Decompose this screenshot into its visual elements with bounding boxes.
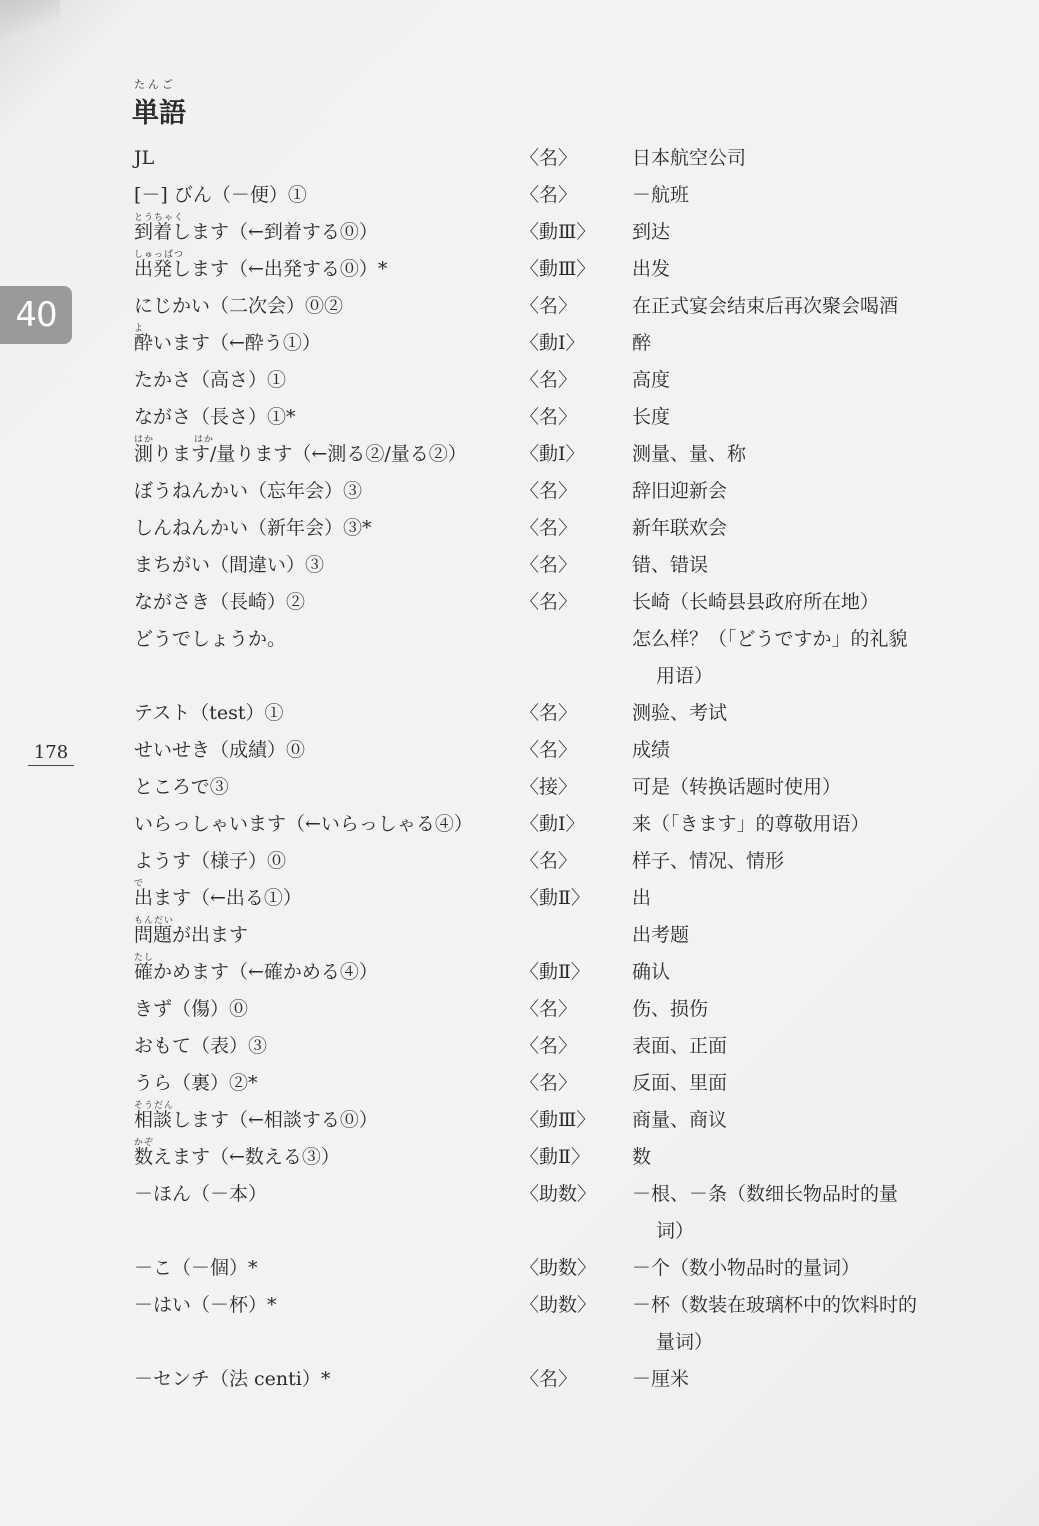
vocab-word-cell: [134, 732, 520, 769]
vocab-word: 確かめます（←確かめる④）: [134, 961, 378, 983]
vocab-part-of-speech: 〈動Ⅱ〉: [520, 961, 590, 983]
vocab-word-cell: [134, 325, 520, 362]
vocab-word-cell: [134, 584, 520, 621]
vocab-meaning-cell: [632, 214, 977, 251]
vocab-furigana: そうだん: [134, 1101, 175, 1111]
vocab-word: にじかい（二次会）⓪②: [134, 295, 344, 317]
vocab-meaning: 反面、里面: [632, 1072, 728, 1094]
vocab-word: 到着します（←到着する⓪）: [134, 221, 378, 243]
vocab-row: [134, 695, 994, 732]
vocab-meaning-cell: [632, 695, 977, 732]
vocab-row: [134, 1028, 994, 1065]
vocab-meaning: 错、错误: [632, 554, 709, 576]
vocab-meaning-cell: [632, 954, 977, 991]
vocab-part-of-speech: 〈名〉: [520, 517, 578, 539]
vocab-row: [134, 806, 994, 843]
vocab-meaning: 在正式宴会结束后再次聚会喝酒: [632, 295, 899, 317]
vocab-word: 問題が出ます: [134, 924, 249, 946]
vocab-word: ながさき（長崎）②: [134, 591, 306, 613]
vocab-word: －こ（－個）*: [134, 1257, 258, 1279]
vocab-furigana: たし: [134, 953, 155, 963]
vocab-meaning-cell: [632, 547, 977, 584]
vocab-meaning: 出考题: [632, 924, 690, 946]
vocab-row: [134, 917, 994, 954]
vocab-meaning: 表面、正面: [632, 1035, 728, 1057]
vocab-row: [134, 584, 994, 621]
vocab-part-of-speech: 〈名〉: [520, 850, 578, 872]
vocab-meaning: 辞旧迎新会: [632, 480, 728, 502]
vocab-row: [134, 991, 994, 1028]
vocab-part-of-speech: 〈名〉: [520, 295, 578, 317]
vocab-word-cell: [134, 1028, 520, 1065]
vocab-meaning-cell: [632, 1361, 977, 1398]
vocab-row: [134, 621, 994, 695]
vocab-part-of-speech: 〈名〉: [520, 406, 578, 428]
vocab-row: [134, 1065, 994, 1102]
vocab-meaning: 伤、损伤: [632, 998, 709, 1020]
vocab-word-cell: [134, 547, 520, 584]
vocab-row: [134, 399, 994, 436]
vocab-part-of-speech: 〈動Ⅱ〉: [520, 1146, 590, 1168]
vocab-word: まちがい（間違い）③: [134, 554, 325, 576]
vocab-word-cell: [134, 880, 520, 917]
vocab-meaning: 新年联欢会: [632, 517, 728, 539]
vocab-meaning-cell: [632, 436, 977, 473]
vocab-row: [134, 510, 994, 547]
vocab-meaning-cell: [632, 251, 977, 288]
vocab-word: せいせき（成績）⓪: [134, 739, 306, 761]
vocab-part-of-speech: 〈名〉: [520, 480, 578, 502]
vocabulary-list: [134, 140, 994, 1398]
vocab-word-cell: [134, 1361, 520, 1398]
vocab-meaning: 商量、商议: [632, 1109, 728, 1131]
vocab-row: [134, 362, 994, 399]
vocab-word-cell: [134, 140, 520, 177]
vocab-word-cell: [134, 362, 520, 399]
vocab-word: 数えます（←数える③）: [134, 1146, 340, 1168]
vocab-part-of-speech: [520, 917, 632, 954]
vocab-part-of-speech: 〈助数〉: [520, 1183, 597, 1205]
vocab-meaning-cell: [632, 473, 977, 510]
vocab-meaning: 日本航空公司: [632, 147, 747, 169]
vocab-part-of-speech: 〈動Ⅲ〉: [520, 221, 596, 243]
vocab-meaning-cell: [632, 584, 977, 621]
vocab-word: 出発します（←出発する⓪）*: [134, 258, 388, 280]
vocab-meaning-cell: [632, 806, 977, 843]
vocab-furigana: よ: [134, 324, 145, 334]
vocab-meaning-cell: [632, 510, 977, 547]
vocab-word-cell: [134, 1250, 520, 1287]
section-heading: [132, 78, 186, 130]
vocab-word-cell: [134, 1102, 520, 1139]
vocab-word: いらっしゃいます（←いらっしゃる④）: [134, 813, 473, 835]
vocab-row: [134, 1176, 994, 1250]
vocab-meaning-continued: 量词）: [656, 1331, 714, 1353]
vocab-row: [134, 1139, 994, 1176]
vocab-part-of-speech: 〈名〉: [520, 184, 578, 206]
vocab-furigana: しゅっぱつ: [134, 250, 185, 260]
vocab-row: [134, 1102, 994, 1139]
vocab-meaning: 高度: [632, 369, 671, 391]
vocab-meaning-cell: [632, 177, 977, 214]
vocab-meaning-cell: [632, 1139, 977, 1176]
vocab-meaning: 数: [632, 1146, 652, 1168]
vocab-meaning: 测量、量、称: [632, 443, 747, 465]
vocab-word-cell: [134, 991, 520, 1028]
vocab-part-of-speech: 〈動Ⅱ〉: [520, 887, 590, 909]
vocab-meaning-cell: [632, 880, 977, 917]
vocab-word: －センチ（法 centi）*: [134, 1368, 331, 1390]
vocab-row: [134, 251, 994, 288]
vocab-word-cell: [134, 436, 520, 473]
vocab-word-cell: [134, 695, 520, 732]
vocab-meaning: 出: [632, 887, 652, 909]
vocab-word: たかさ（高さ）①: [134, 369, 287, 391]
vocab-meaning: －个（数小物品时的量词）: [632, 1257, 861, 1279]
vocab-meaning: 确认: [632, 961, 671, 983]
vocab-word: ところで③: [134, 776, 229, 798]
vocab-meaning: －厘米: [632, 1368, 690, 1390]
vocab-meaning-cell: [632, 399, 977, 436]
vocab-meaning-continued: 词）: [656, 1220, 695, 1242]
vocab-meaning: 测验、考试: [632, 702, 728, 724]
vocab-furigana: かぞ: [134, 1138, 155, 1148]
vocab-part-of-speech: 〈動Ⅲ〉: [520, 1109, 596, 1131]
vocab-row: [134, 547, 994, 584]
vocab-word-cell: [134, 473, 520, 510]
vocab-meaning-cell: [632, 362, 977, 399]
vocab-word-cell: [134, 843, 520, 880]
vocab-row: [134, 473, 994, 510]
vocab-row: [134, 436, 994, 473]
vocab-meaning: －根、－条（数细长物品时的量: [632, 1183, 899, 1205]
vocab-meaning-cell: [632, 917, 977, 954]
vocab-word-cell: [134, 251, 520, 288]
vocab-word: きず（傷）⓪: [134, 998, 249, 1020]
vocab-meaning: －杯（数装在玻璃杯中的饮料时的: [632, 1294, 918, 1316]
vocab-word-cell: [134, 1176, 520, 1250]
page-title: 単語: [132, 98, 186, 129]
vocab-row: [134, 843, 994, 880]
vocab-meaning: 长度: [632, 406, 671, 428]
vocab-word: JL: [134, 147, 155, 169]
vocab-word-cell: [134, 1065, 520, 1102]
vocab-meaning: 样子、情况、情形: [632, 850, 785, 872]
vocab-part-of-speech: 〈名〉: [520, 147, 578, 169]
vocab-meaning: 长崎（长崎县县政府所在地）: [632, 591, 880, 613]
vocab-word-cell: [134, 399, 520, 436]
vocab-furigana: もんだい: [134, 916, 175, 926]
vocab-part-of-speech: 〈助数〉: [520, 1257, 597, 1279]
vocab-word: しんねんかい（新年会）③*: [134, 517, 372, 539]
vocab-word: おもて（表）③: [134, 1035, 268, 1057]
vocab-part-of-speech: 〈動Ⅰ〉: [520, 443, 585, 465]
vocab-word: －ほん（－本）: [134, 1183, 268, 1205]
vocab-meaning: 醉: [632, 332, 652, 354]
vocab-meaning: 出发: [632, 258, 671, 280]
vocab-meaning-continued: 用语）: [656, 665, 714, 687]
vocab-meaning-cell: [632, 1028, 977, 1065]
vocab-meaning: －航班: [632, 184, 690, 206]
vocab-meaning-cell: [632, 769, 977, 806]
vocab-meaning-cell: [632, 325, 977, 362]
vocab-row: [134, 732, 994, 769]
vocab-meaning: 到达: [632, 221, 671, 243]
vocab-word-cell: [134, 1287, 520, 1361]
vocab-word-cell: [134, 177, 520, 214]
vocab-row: [134, 214, 994, 251]
vocab-part-of-speech: 〈名〉: [520, 554, 578, 576]
vocab-meaning-cell: [632, 1176, 977, 1250]
vocab-word-cell: [134, 917, 520, 954]
vocab-meaning-cell: [632, 732, 977, 769]
vocab-part-of-speech: 〈動Ⅰ〉: [520, 332, 585, 354]
vocab-part-of-speech: 〈接〉: [520, 776, 578, 798]
vocab-meaning: 成绩: [632, 739, 671, 761]
chapter-number: 40: [15, 295, 57, 335]
vocab-part-of-speech: 〈名〉: [520, 739, 578, 761]
vocab-furigana: とうちゃく: [134, 213, 185, 223]
vocab-part-of-speech: 〈助数〉: [520, 1294, 597, 1316]
vocab-word: ぼうねんかい（忘年会）③: [134, 480, 363, 502]
vocab-meaning-cell: [632, 991, 977, 1028]
vocab-meaning: 怎么样？（「どうですか」的礼貌: [632, 628, 908, 650]
vocab-word-cell: [134, 954, 520, 991]
vocab-row: [134, 1250, 994, 1287]
vocab-row: [134, 1361, 994, 1398]
vocab-word: 相談します（←相談する⓪）: [134, 1109, 378, 1131]
vocab-row: [134, 325, 994, 362]
vocab-meaning-cell: [632, 1102, 977, 1139]
title-furigana: たんご: [134, 78, 176, 91]
page-number: 178: [28, 742, 74, 766]
vocab-part-of-speech: [520, 621, 632, 695]
vocab-word: ながさ（長さ）①*: [134, 406, 296, 428]
vocab-part-of-speech: 〈名〉: [520, 998, 578, 1020]
vocab-meaning-cell: [632, 621, 977, 695]
vocab-meaning: 可是（转换话题时使用）: [632, 776, 842, 798]
vocab-word-cell: [134, 214, 520, 251]
vocab-word-cell: [134, 806, 520, 843]
vocab-furigana: で: [134, 879, 145, 889]
vocab-part-of-speech: 〈名〉: [520, 702, 578, 724]
vocab-word: 測ります/量ります（←測る②/量る②）: [134, 443, 467, 465]
vocab-word: 出ます（←出る①）: [134, 887, 302, 909]
vocab-word-cell: [134, 1139, 520, 1176]
vocab-word: テスト（test）①: [134, 702, 284, 724]
vocab-row: [134, 140, 994, 177]
page-corner-shadow: [0, 0, 60, 40]
vocab-part-of-speech: 〈動Ⅰ〉: [520, 813, 585, 835]
vocab-meaning-cell: [632, 1250, 977, 1287]
vocab-word: [－] びん（－便）①: [134, 184, 307, 206]
vocab-meaning-cell: [632, 843, 977, 880]
vocab-row: [134, 1287, 994, 1361]
vocab-word-cell: [134, 288, 520, 325]
vocab-part-of-speech: 〈名〉: [520, 369, 578, 391]
vocab-word-cell: [134, 769, 520, 806]
vocab-row: [134, 954, 994, 991]
vocab-meaning-cell: [632, 140, 977, 177]
vocab-part-of-speech: 〈名〉: [520, 591, 578, 613]
vocab-part-of-speech: 〈動Ⅲ〉: [520, 258, 596, 280]
vocab-word: うら（裏）②*: [134, 1072, 258, 1094]
vocab-meaning: 来（「きます」的尊敬用语）: [632, 813, 870, 835]
vocab-furigana: はか はか: [134, 435, 215, 445]
vocab-word: －はい（－杯）*: [134, 1294, 277, 1316]
vocab-row: [134, 769, 994, 806]
vocab-part-of-speech: 〈名〉: [520, 1072, 578, 1094]
vocab-row: [134, 880, 994, 917]
vocab-row: [134, 177, 994, 214]
vocab-word-cell: [134, 621, 520, 695]
vocab-part-of-speech: 〈名〉: [520, 1368, 578, 1390]
chapter-tab: [0, 286, 72, 344]
vocab-word-cell: [134, 510, 520, 547]
vocab-meaning-cell: [632, 1287, 977, 1361]
vocab-meaning-cell: [632, 288, 977, 325]
vocab-word: どうでしょうか。: [134, 628, 287, 650]
vocab-row: [134, 288, 994, 325]
vocab-word: ようす（様子）⓪: [134, 850, 287, 872]
vocab-word: 酔います（←酔う①）: [134, 332, 321, 354]
vocab-meaning-cell: [632, 1065, 977, 1102]
vocab-part-of-speech: 〈名〉: [520, 1035, 578, 1057]
